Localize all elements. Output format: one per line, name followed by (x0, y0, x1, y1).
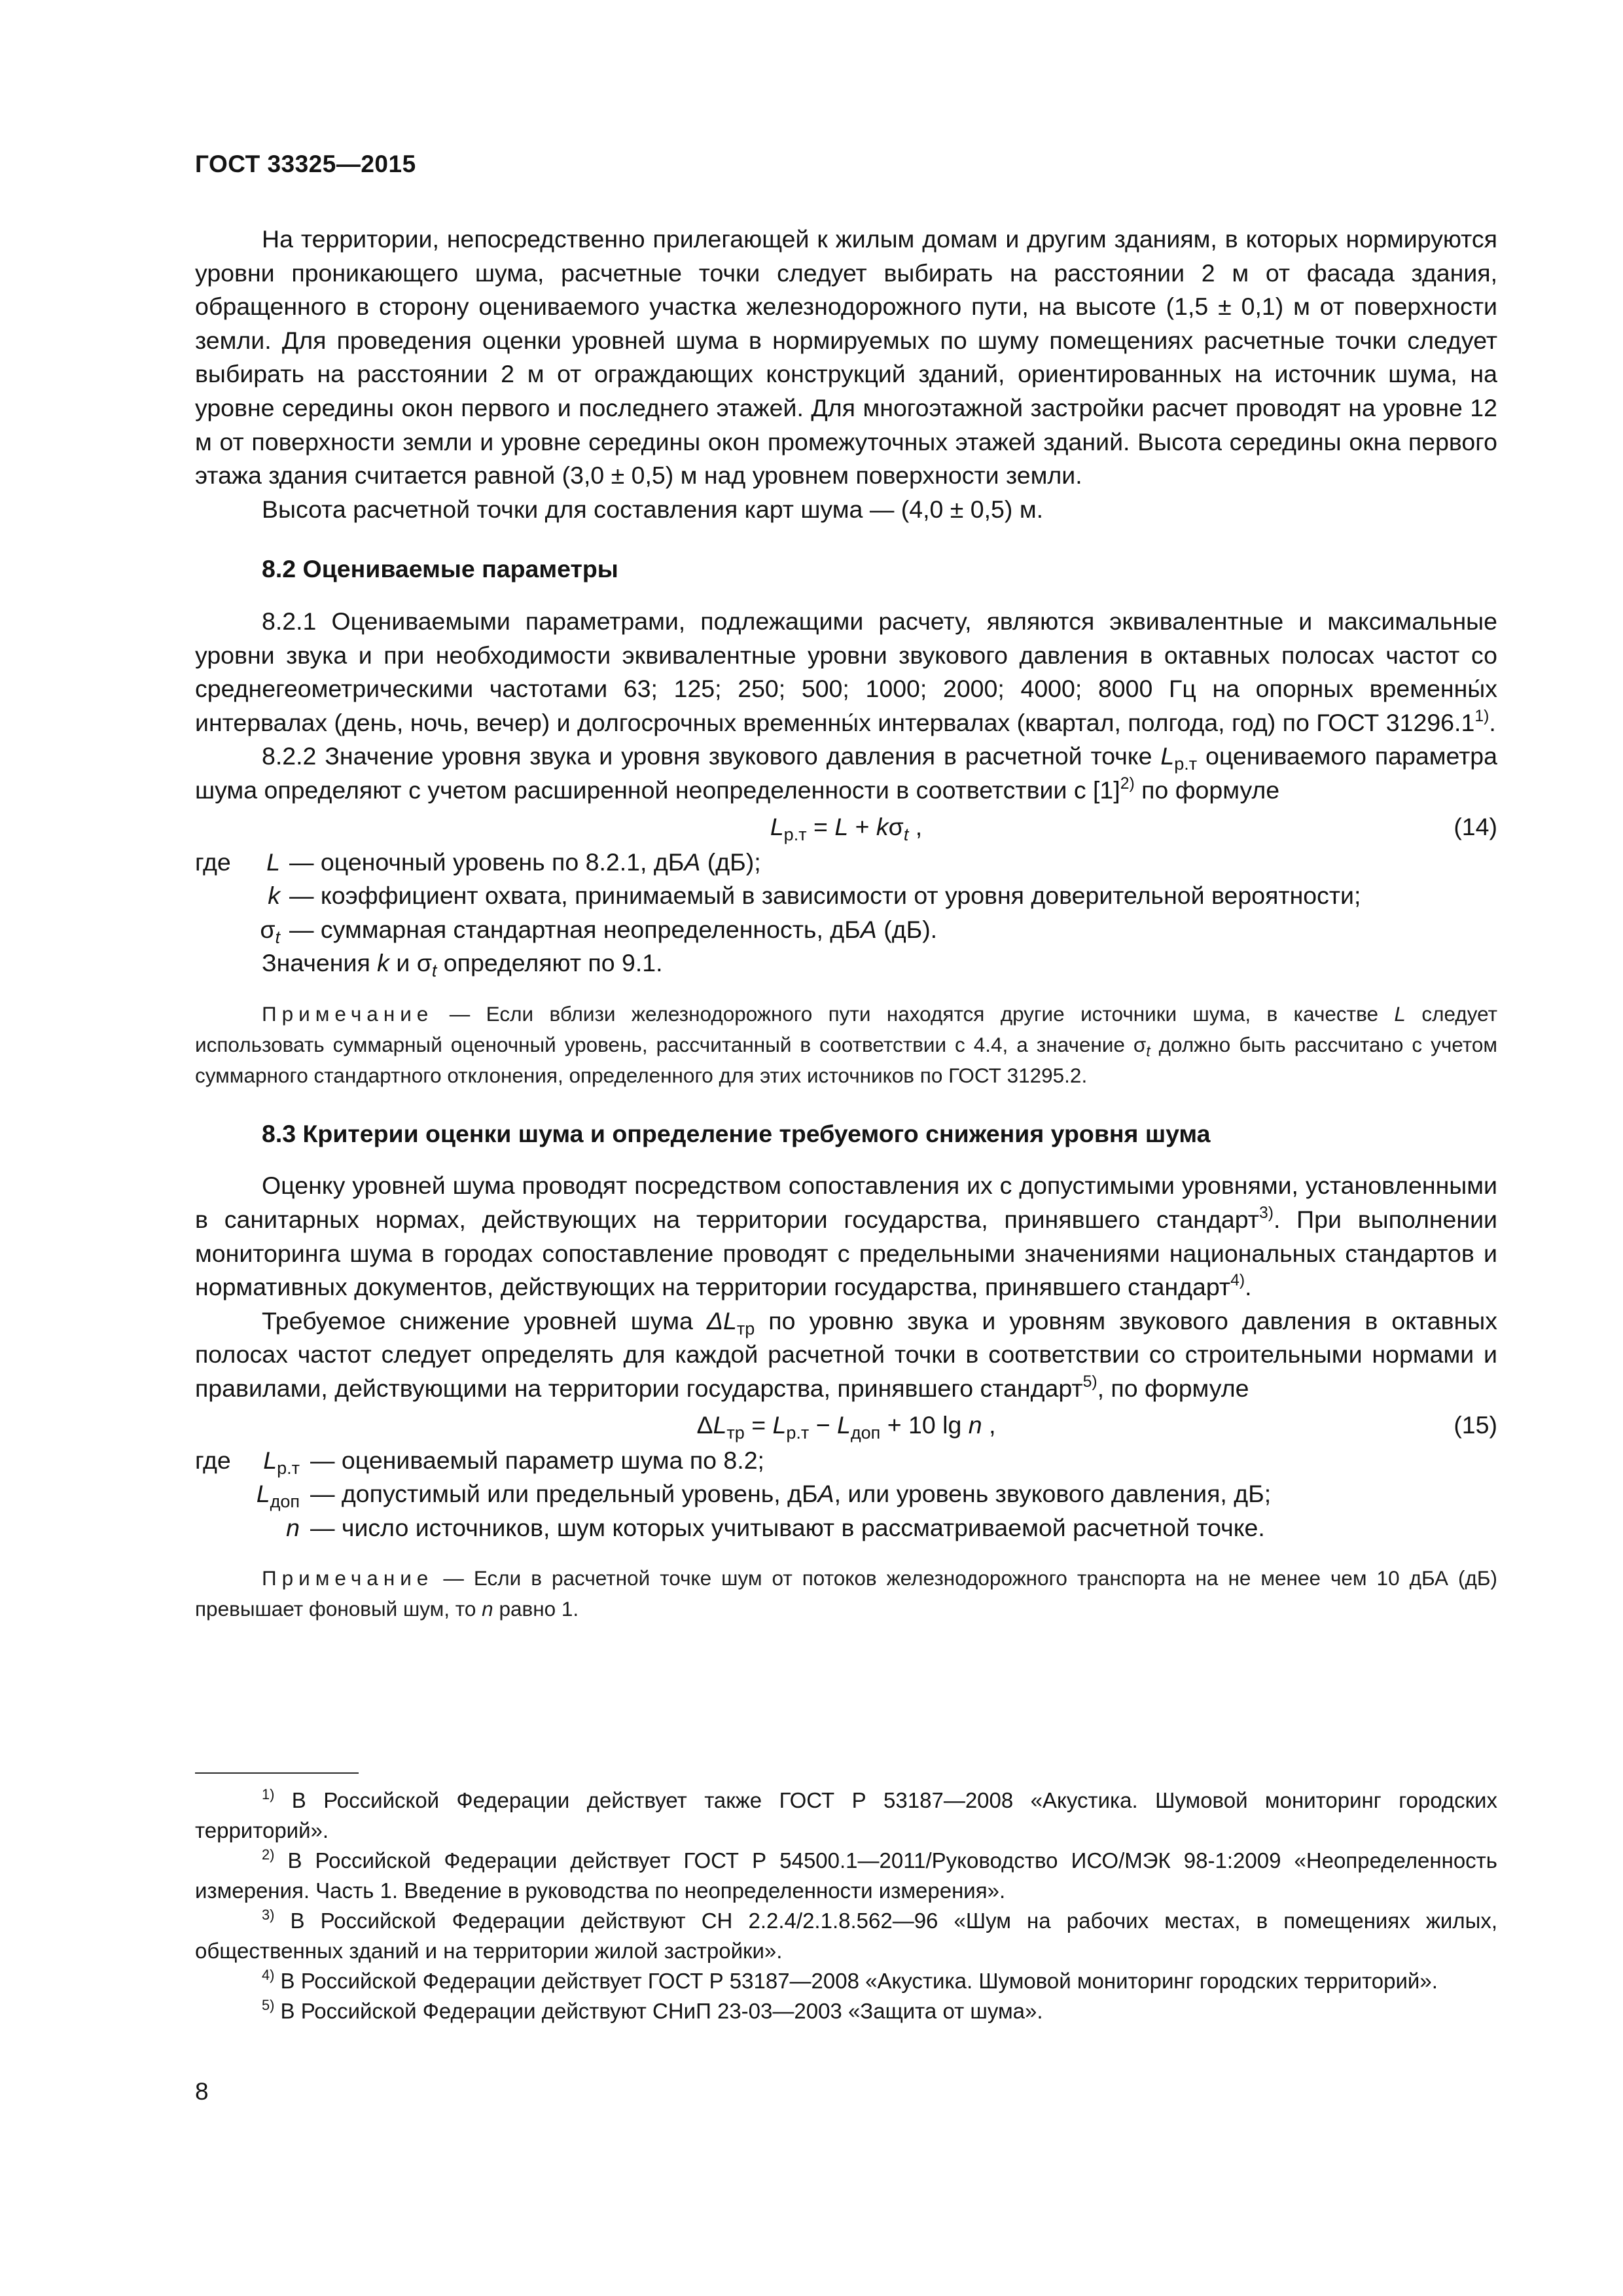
paragraph-territory: На территории, непосредственно прилегающей к жилым домам и другим зданиям, в которых нормируются уровни проникающего шума, расчетные точки следует выбирать на расстоянии 2 м от фасада здания, обращенного в сторону оцениваемого участка железнодорожного пути, на высоте (1,5 ± 0,1) м от поверхности земли. Для проведения оценки уровней шума в нормируемых по шуму помещениях расчетные точки следует выбирать на расстоянии 2 м от ограждающих конструкций зданий, ориентированных на источник шума, на уровне середины окон первого и последнего этажей. Для многоэтажной застройки расчет проводят на уровне 12 м от поверхности земли и уровне середины окон промежуточных этажей зданий. Высота середины окна первого этажа здания считается равной (3,0 ± 0,5) м над уровнем поверхности земли. (195, 225, 1497, 490)
where-item: k — коэффициент охвата, принимаемый в зависимости от уровня доверительной вероятности; (268, 882, 1361, 910)
formula-14-expression: $L_{р.т} = L + k\sigma_t$ , (770, 812, 923, 844)
footnote: $^{2)}$ В Российской Федерации действует ГОСТ Р 54500.1—2011/Руководство ИСО/МЭК 98-1:2009 «Неопределенность измерения. Часть 1. Введение в руководства по неопределенности измерения». (195, 1846, 1497, 1903)
footnote: $^{4)}$ В Российской Федерации действует ГОСТ Р 53187—2008 «Акустика. Шумовой мониторинг городских территорий». (262, 1966, 1438, 1993)
where-list-15 (195, 1444, 1497, 1545)
formula-15-expression: $\Delta L_{тр} = L_{р.т} - L_{доп} + 10$ lg n , (696, 1410, 996, 1443)
paragraph-8-2-2: 8.2.2 Значение уровня звука и уровня звукового давления в расчетной точке $L_{р.т}$ оцениваемого параметра шума определяют с учетом расширенной неопределенности в соответствии с $[1]^{2)}$ по формуле (195, 742, 1497, 804)
standard-header: ГОСТ 33325—2015 (195, 151, 416, 177)
footnote-separator (195, 1772, 359, 1774)
note-8-2: Примечание — Если вблизи железнодорожного пути находятся другие источники шума, в качестве L следует использовать суммарный оценочный уровень, рассчитанный в соответствии с 4.4, а значение $\sigma_t$ должно быть рассчитано с учетом суммарного стандартного отклонения, определенного для этих источников по ГОСТ 31295.2. (195, 1001, 1498, 1087)
footnote-ref-4: 4) (1230, 1272, 1245, 1290)
section-8-2-title: 8.2 Оцениваемые параметры (262, 555, 618, 583)
where-item: где L — оценочный уровень по 8.2.1, дБА (дБ); (195, 848, 761, 876)
footnote-ref-3: 3) (1258, 1204, 1274, 1223)
paragraph-8-3-2: Требуемое снижение уровней шума $\Delta L_{тр}$ по уровню звука и уровням звукового давления в октавных полосах частот следует определять для каждой расчетной точки в соответствии со строительными нормами и правилами, действующими на территории государства, принявшего стандарт$^{5)}$, по формуле (195, 1306, 1497, 1403)
formula-15 (195, 1406, 1497, 1444)
footnote-ref-5: 5) (1082, 1373, 1097, 1391)
section-8-3-title: 8.3 Критерии оценки шума и определение требуемого снижения уровня шума (262, 1119, 1211, 1147)
where-item: n — число источников, шум которых учитывают в рассматриваемой расчетной точке. (286, 1513, 1265, 1541)
formula-14 (195, 808, 1497, 846)
document-page (195, 0, 1497, 2296)
footnote-ref-2: 2) (1120, 775, 1135, 793)
where-item: $L_{доп}$ — допустимый или предельный уровень, дБА, или уровень звукового давления, дБ; (256, 1480, 1272, 1512)
page-number: 8 (195, 2078, 209, 2105)
paragraph-height: Высота расчетной точки для составления карт шума — (4,0 ± 0,5) м. (262, 495, 1044, 523)
body-text (195, 223, 1497, 1624)
formula-14-number: (14) (1454, 812, 1497, 840)
footnote: $^{1)}$ В Российской Федерации действует также ГОСТ Р 53187—2008 «Акустика. Шумовой мониторинг городских территорий». (195, 1785, 1497, 1842)
note-8-3: Примечание — Если в расчетной точке шум от потоков железнодорожного транспорта на не менее чем 10 дБА (дБ) превышает фоновый шум, то n равно 1. (195, 1566, 1497, 1621)
where-item: где $L_{р.т}$ — оцениваемый параметр шума по 8.2; (195, 1446, 764, 1478)
paragraph-8-2-1: 8.2.1 Оцениваемыми параметрами, подлежащими расчету, являются эквивалентные и максимальные уровни звука и при необходимости эквивалентные уровни звукового давления в октавных полосах частот со среднегеометрическими частотами 63; 125; 250; 500; 1000; 2000; 4000; 8000 Гц на опорных временны́х интервалах (день, ночь, вечер) и долгосрочных временны́х интервалах (квартал, полгода, год) по ГОСТ 31296.1$^{1)}$. (195, 607, 1497, 736)
footnote-ref-1: 1) (1474, 707, 1489, 725)
footnote: $^{3)}$ В Российской Федерации действуют СН 2.2.4/2.1.8.562—96 «Шум на рабочих местах, в помещениях жилых, общественных зданий и на территории жилой застройки». (195, 1906, 1497, 1963)
paragraph-values: Значения k и $\sigma_t$ определяют по 9.1. (262, 949, 663, 981)
footnote: $^{5)}$ В Российской Федерации действуют СНиП 23-03—2003 «Защита от шума». (262, 1996, 1043, 2023)
where-item: $\sigma_t$ — суммарная стандартная неопределенность, дБА (дБ). (260, 915, 938, 947)
formula-15-number: (15) (1454, 1410, 1497, 1439)
where-list-14 (195, 846, 1497, 947)
paragraph-8-3-1: Оценку уровней шума проводят посредством сопоставления их с допустимыми уровнями, установленными в санитарных нормах, действующих на территории государства, принявшего стандарт$^{3)}$. При выполнении мониторинга шума в городах сопоставление проводят с предельными значениями национальных стандартов и нормативных документов, действующих на территории государства, принявшего стандарт$^{4)}$. (195, 1172, 1497, 1301)
footnotes (195, 1785, 1497, 2026)
